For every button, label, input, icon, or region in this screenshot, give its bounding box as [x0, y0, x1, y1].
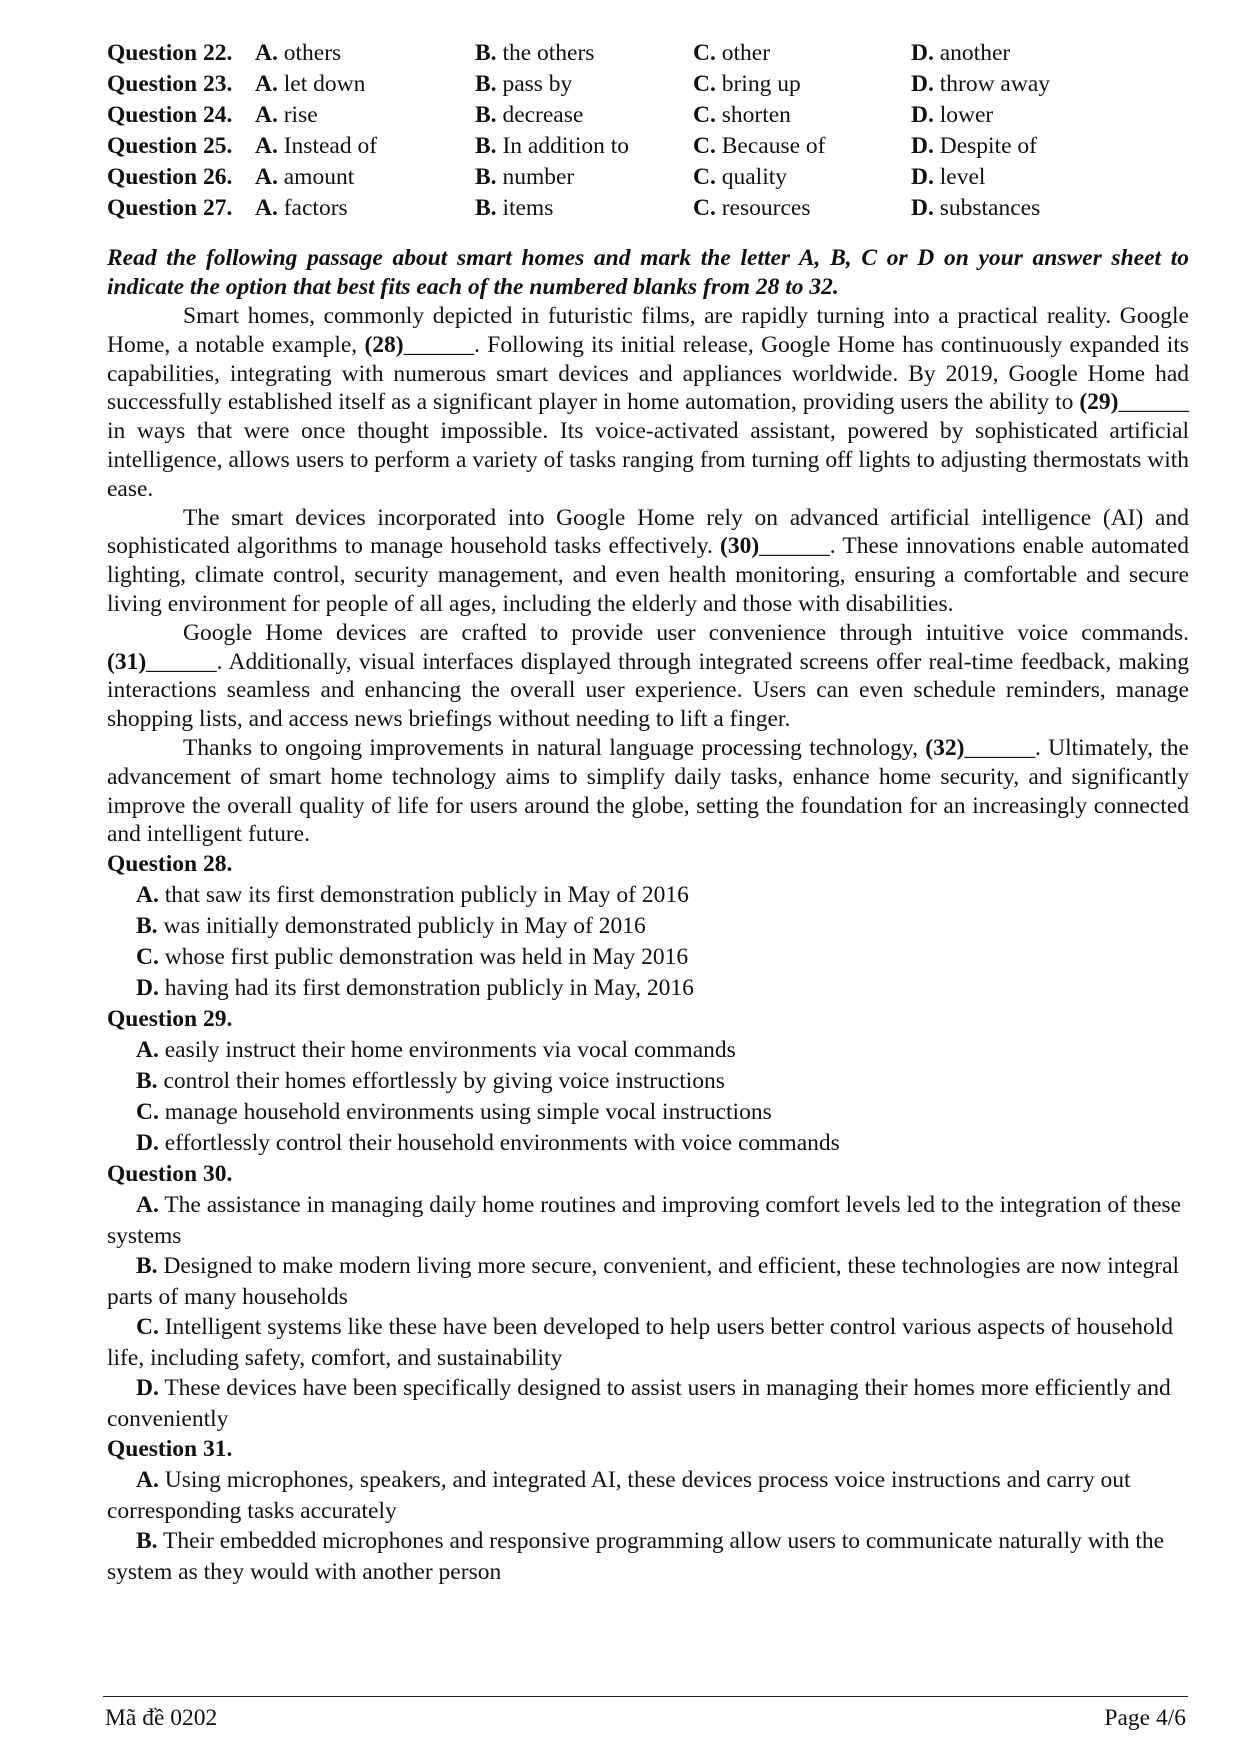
option-d	[911, 162, 1189, 193]
exam-code: Mã đề 0202	[105, 1705, 218, 1731]
option-text: Because of	[721, 133, 826, 159]
option-letter: C.	[693, 195, 716, 221]
option-letter: C.	[693, 40, 716, 66]
page-footer	[103, 1696, 1188, 1731]
option-a	[255, 100, 475, 131]
option-text: quality	[721, 164, 788, 190]
blank-31: (31)	[107, 648, 147, 675]
option-letter: D.	[911, 133, 934, 159]
question-row-22	[107, 38, 1189, 69]
option-letter: A.	[255, 195, 278, 221]
option-letter: C.	[693, 133, 716, 159]
question-30	[107, 1159, 1189, 1434]
option-c: C. Intelligent systems like these have been developed to help users better control various aspects of household life, including safety, comfort, and sustainability	[107, 1314, 1173, 1371]
question-label: Question 22.	[107, 40, 233, 66]
option-a: A. The assistance in managing daily home routines and improving comfort levels led to the integration of these systems	[107, 1192, 1182, 1249]
option-c: C. manage household environments using simple vocal instructions	[136, 1099, 772, 1126]
option-text: bring up	[721, 71, 801, 97]
option-letter: B.	[475, 195, 497, 221]
question-row-27	[107, 193, 1189, 224]
option-b: B. Their embedded microphones and responsive programming allow users to communicate naturally with the system as they would with another person	[107, 1528, 1165, 1585]
option-letter: D.	[911, 164, 934, 190]
option-c	[693, 193, 911, 224]
option-letter: B.	[475, 133, 497, 159]
option-text: In addition to	[502, 133, 630, 159]
option-a	[255, 131, 475, 162]
option-c	[693, 131, 911, 162]
question-label: Question 25.	[107, 133, 233, 159]
option-text: lower	[939, 102, 994, 128]
option-a: A. Using microphones, speakers, and integrated AI, these devices process voice instructions and carry out corresponding tasks accurately	[107, 1467, 1131, 1524]
option-d	[911, 100, 1189, 131]
reading-passage	[107, 302, 1189, 849]
option-text: others	[283, 40, 342, 66]
option-letter: D.	[911, 195, 934, 221]
option-text: throw away	[939, 71, 1051, 97]
question-row-24	[107, 100, 1189, 131]
option-b	[475, 162, 693, 193]
blank-32: (32)	[925, 734, 965, 761]
option-d	[911, 131, 1189, 162]
blank-29: (29)	[1079, 389, 1119, 416]
page-number: Page 4/6	[1104, 1705, 1186, 1731]
question-title: Question 30.	[107, 1161, 233, 1188]
option-c	[693, 162, 911, 193]
option-text: shorten	[721, 102, 791, 128]
option-text: Despite of	[939, 133, 1037, 159]
option-a	[255, 162, 475, 193]
option-c	[693, 69, 911, 100]
option-text: decrease	[502, 102, 584, 128]
option-letter: D.	[911, 40, 934, 66]
option-d	[911, 193, 1189, 224]
passage-paragraph-1: Smart homes, commonly depicted in futuristic films, are rapidly turning into a practical reality. Google Home, a notable example, (28)______. Following its initial release, Google Home has continuously expanded its capabilities, integrating with numerous smart devices and appliances worldwide. By 2019, Google Home had successfully established itself as a significant player in home automation, providing users the ability to (29)______ in ways that were once thought impossible. Its voice-activated assistant, powered by sophisticated artificial intelligence, allows users to perform a variety of tasks ranging from turning off lights to adjusting thermostats with ease.	[107, 303, 1189, 502]
question-label: Question 26.	[107, 164, 233, 190]
option-text: items	[502, 195, 554, 221]
passage-paragraph-3: Google Home devices are crafted to provide user convenience through intuitive voice commands. (31)______. Additionally, visual interfaces displayed through integrated screens offer real-time feedback, making interactions seamless and enhancing the overall user experience. Users can even schedule reminders, manage shopping lists, and access news briefings without needing to lift a finger.	[107, 619, 1189, 733]
option-text: pass by	[502, 71, 573, 97]
question-row-23	[107, 69, 1189, 100]
option-letter: C.	[693, 102, 716, 128]
option-letter: B.	[475, 40, 497, 66]
option-d	[911, 69, 1189, 100]
option-letter: A.	[255, 71, 278, 97]
option-text: other	[721, 40, 771, 66]
question-title: Question 28.	[107, 851, 233, 878]
option-letter: B.	[475, 102, 497, 128]
blank-30: (30)	[720, 533, 760, 560]
option-b: B. control their homes effortlessly by giving voice instructions	[136, 1068, 725, 1095]
question-title: Question 31.	[107, 1436, 233, 1463]
option-c	[693, 100, 911, 131]
question-31	[107, 1434, 1189, 1587]
option-b: B. was initially demonstrated publicly in May of 2016	[136, 913, 646, 940]
question-28	[107, 849, 1189, 1004]
option-text: resources	[721, 195, 811, 221]
option-a	[255, 38, 475, 69]
option-b	[475, 38, 693, 69]
option-letter: A.	[255, 164, 278, 190]
choice-table	[107, 38, 1189, 224]
option-letter: C.	[693, 164, 716, 190]
option-letter: A.	[255, 40, 278, 66]
exam-page	[107, 38, 1189, 1587]
option-a	[255, 69, 475, 100]
option-letter: D.	[911, 71, 934, 97]
question-row-26	[107, 162, 1189, 193]
option-letter: A.	[255, 102, 278, 128]
question-row-25	[107, 131, 1189, 162]
option-text: rise	[283, 102, 318, 128]
option-b	[475, 100, 693, 131]
question-29	[107, 1004, 1189, 1159]
option-c	[693, 38, 911, 69]
option-b: B. Designed to make modern living more secure, convenient, and efficient, these technologies are now integral parts of many households	[107, 1253, 1180, 1310]
option-text: substances	[939, 195, 1041, 221]
question-label: Question 23.	[107, 71, 233, 97]
question-label: Question 24.	[107, 102, 233, 128]
option-letter: D.	[911, 102, 934, 128]
option-d: D. having had its first demonstration publicly in May, 2016	[136, 975, 694, 1002]
blank-28: (28)	[364, 331, 404, 358]
option-text: let down	[283, 71, 366, 97]
option-letter: B.	[475, 164, 497, 190]
option-a	[255, 193, 475, 224]
option-text: another	[939, 40, 1011, 66]
option-letter: B.	[475, 71, 497, 97]
option-a: A. easily instruct their home environments via vocal commands	[136, 1037, 736, 1064]
option-b	[475, 131, 693, 162]
option-text: Instead of	[283, 133, 378, 159]
option-text: amount	[283, 164, 355, 190]
option-d	[911, 38, 1189, 69]
option-letter: C.	[693, 71, 716, 97]
passage-paragraph-2: The smart devices incorporated into Google Home rely on advanced artificial intelligence (AI) and sophisticated algorithms to manage household tasks effectively. (30)______. These innovations enable automated lighting, climate control, security management, and even health monitoring, ensuring a comfortable and secure living environment for people of all ages, including the elderly and those with disabilities.	[107, 504, 1189, 617]
option-letter: A.	[255, 133, 278, 159]
question-label: Question 27.	[107, 195, 233, 221]
option-text: the others	[502, 40, 595, 66]
option-b	[475, 193, 693, 224]
passage-instruction: Read the following passage about smart homes and mark the letter A, B, C or D on your answer sheet to indicate the option that best fits each of the numbered blanks from 28 to 32.	[107, 245, 1189, 300]
passage-paragraph-4: Thanks to ongoing improvements in natural language processing technology, (32)______. Ultimately, the advancement of smart home technology aims to simplify daily tasks, enhance home security, and significantly improve the overall quality of life for users around the globe, setting the foundation for an increasingly connected and intelligent future.	[107, 734, 1189, 848]
option-text: factors	[283, 195, 348, 221]
question-title: Question 29.	[107, 1006, 233, 1033]
option-d: D. These devices have been specifically designed to assist users in managing their homes more efficiently and conveniently	[107, 1375, 1171, 1432]
option-d: D. effortlessly control their household environments with voice commands	[136, 1130, 840, 1157]
option-text: level	[939, 164, 986, 190]
option-text: number	[502, 164, 575, 190]
option-b	[475, 69, 693, 100]
option-a: A. that saw its first demonstration publicly in May of 2016	[136, 882, 689, 909]
option-c: C. whose first public demonstration was held in May 2016	[136, 944, 689, 971]
